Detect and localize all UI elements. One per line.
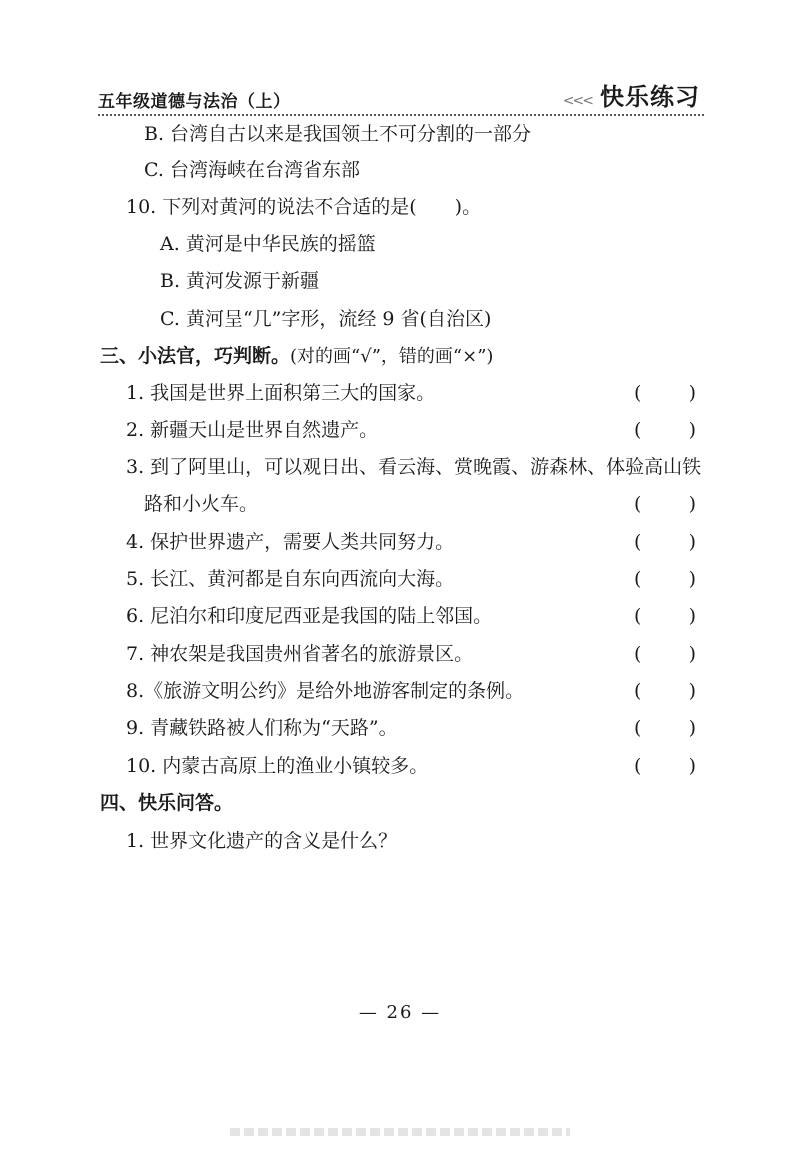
judge-item-10: 10. 内蒙古高原上的渔业小镇较多。	[126, 755, 429, 777]
judge-item-4: 4. 保护世界遗产，需要人类共同努力。	[126, 531, 455, 553]
judge-item-3: 3. 到了阿里山，可以观日出、看云海、赏晚霞、游森林、体验高山铁	[126, 456, 702, 478]
answer-blank-4[interactable]: ( )	[634, 531, 696, 553]
judge-item-7: 7. 神农架是我国贵州省著名的旅游景区。	[126, 643, 474, 665]
answer-blank-3[interactable]: ( )	[634, 493, 696, 515]
chevrons-icon: <<<	[562, 93, 592, 109]
answer-blank-2[interactable]: ( )	[634, 419, 696, 441]
answer-blank-10[interactable]: ( )	[634, 755, 696, 777]
section3-title: 三、小法官，巧判断。	[100, 345, 291, 367]
answer-blank-7[interactable]: ( )	[634, 643, 696, 665]
judge-item-3-cont: 路和小火车。	[144, 493, 259, 515]
judge-item-1: 1. 我国是世界上面积第三大的国家。	[126, 382, 436, 404]
answer-blank-9[interactable]: ( )	[634, 717, 696, 739]
section-title: 快乐练习	[600, 83, 700, 111]
answer-blank-6[interactable]: ( )	[634, 605, 696, 627]
answer-blank-5[interactable]: ( )	[634, 568, 696, 590]
page-number: — 26 —	[358, 1002, 442, 1023]
judge-item-5: 5. 长江、黄河都是自东向西流向大海。	[126, 568, 455, 590]
judge-item-9: 9. 青藏铁路被人们称为“天路”。	[126, 717, 398, 739]
section3-heading	[100, 343, 493, 370]
section4-title: 四、快乐问答。	[100, 792, 234, 814]
judge-item-6: 6. 尼泊尔和印度尼西亚是我国的陆上邻国。	[126, 605, 493, 627]
header-divider	[98, 114, 704, 116]
answer-blank-1[interactable]: ( )	[634, 382, 696, 404]
q10-question: 10. 下列对黄河的说法不合适的是( )。	[126, 196, 482, 218]
q9-option-c: C. 台湾海峡在台湾省东部	[144, 159, 360, 181]
book-title: 五年级道德与法治（上）	[98, 92, 291, 112]
bottom-bleed-strip	[230, 1128, 570, 1136]
section3-note: (对的画“√”，错的画“×”)	[290, 346, 494, 367]
answer-blank-8[interactable]: ( )	[634, 680, 696, 702]
q10-option-a: A. 黄河是中华民族的摇篮	[160, 233, 376, 255]
q9-option-b: B. 台湾自古以来是我国领土不可分割的一部分	[144, 123, 532, 145]
q10-option-c: C. 黄河呈“几”字形，流经 9 省(自治区)	[160, 308, 492, 330]
section4-q1: 1. 世界文化遗产的含义是什么？	[126, 830, 398, 852]
header-section	[563, 77, 700, 112]
judge-item-8: 8.《旅游文明公约》是给外地游客制定的条例。	[126, 680, 525, 702]
q10-option-b: B. 黄河发源于新疆	[160, 270, 320, 292]
page-header	[98, 72, 704, 116]
judge-item-2: 2. 新疆天山是世界自然遗产。	[126, 419, 379, 441]
